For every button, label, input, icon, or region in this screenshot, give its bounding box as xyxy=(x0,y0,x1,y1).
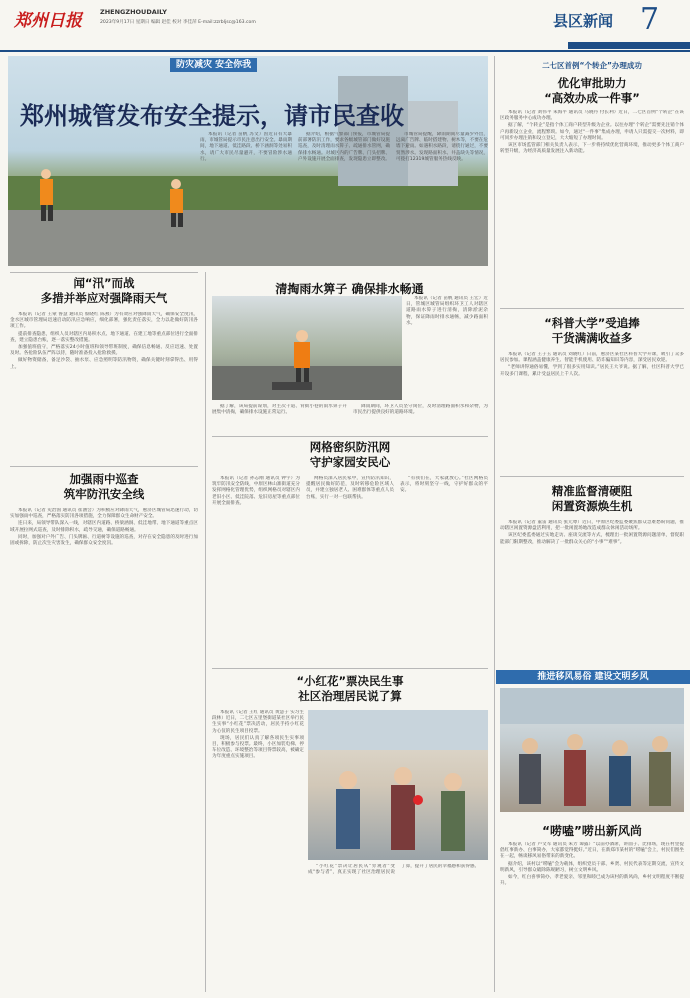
article-headline: 网格密织防汛网 守护家园安民心 xyxy=(309,440,391,469)
paragraph: 据介绍，根据气象部门预报，市城管局提前部署防汛工作，要求各级城管部门做好设施巡查，及时清理雨水箅子、疏通排水管网，确保排水畅通。对城区内的广告牌、门头招牌、户外设施开展全面排查，发现隐患立即整改。 xyxy=(298,132,390,162)
column-divider xyxy=(494,56,495,992)
divider xyxy=(212,668,488,669)
header-rule xyxy=(0,50,690,52)
paragraph: “有我们在，大家就放心。”社区网格员表示，将时刻坚守一线，守护好群众的平安。 xyxy=(400,476,488,494)
section-subtitle: 二七区首例“个转企”办理成功 xyxy=(542,61,642,70)
article-photo xyxy=(308,710,488,860)
villager-figure xyxy=(649,736,671,806)
paragraph: 同时，加强对户外广告、门头牌匾、行道树等设施的巡查，对存在安全隐患的及时进行加固或拆除，防止次生灾害发生，确保群众安全度汛。 xyxy=(10,534,198,547)
paragraph: 现场，居民们认真了解各项民生实事项目，积极参与投票。最终，小区加装电梯、停车位改造、环境整治等项目得票较高，被确定为年度重点实施项目。 xyxy=(212,735,304,760)
article-headline: “小红花”票决民生事 社区治理居民说了算 xyxy=(296,674,404,703)
topic-tag: 防灾减灾 安全你我 xyxy=(170,58,257,72)
masthead xyxy=(0,0,690,50)
paragraph: 网格员深入居民家中，宣传防汛知识，提醒居民做好防范，及时转移危险区域人员，并建立独居老人、困难群体等重点人员台账，实行一对一包联帮扶。 xyxy=(306,476,394,500)
divider xyxy=(500,308,684,309)
paragraph: 本报讯（记者 史治国 通讯员 崔涵会）为积极应对降雨天气，惠济区城管局迅速行动，切实加强雨中巡查，严格落实防汛各项措施，全力保障群众生命财产安全。 xyxy=(10,508,198,520)
villager-figure xyxy=(519,738,541,804)
topic-banner: 推进移风易俗 建设文明乡风 xyxy=(496,670,690,684)
paragraph: 该区纪委监委通过实地走访、座谈交流等方式，梳理出一批闲置资源问题清单，督促职能部门限期整改，推动解决了一批群众关心的“小事”“难事”。 xyxy=(500,533,684,545)
villager-figure xyxy=(564,734,586,806)
paragraph: 本报讯（记者 王红 通讯员 黄慧子 实习生 段林）近日，二七区五里堡街道某社区举行民生实事“小红花”票决活动，居民手持小红花为心仪的民生项目投票。 xyxy=(212,710,304,734)
article-body xyxy=(212,476,488,656)
lead-headline: 郑州城管发布安全提示，请市民查收 xyxy=(20,102,404,130)
drain-grate xyxy=(272,382,312,390)
dateline: 2023年9月17日 星期日 编辑 赵佳 校对 李佳萍 E-mail:zzrbljsc@163.com xyxy=(100,20,256,25)
paragraph: 本报讯（记者 王蒙 鲁慧 通讯员 蔡晓红 陈燕）为有效应对强降雨天气，确保安全度汛，金水区城市管理局迅速启动防汛应急响应，细化部署，强化责任落实，全力以赴做好防汛各项工作。 xyxy=(10,312,198,330)
paragraph: 连日来，局领导带队深入一线，对辖区内道路、桥梁涵洞、低洼地带、地下通道等重点区域开展拉网式巡查，及时排除积水，疏导交通，确保道路畅通。 xyxy=(10,521,198,533)
paragraph: “老师讲得通俗易懂，学到了很多实用知识。”居民王大爷说。据了解，社区科普大学已开设多门课程，累计受益居民上千人次。 xyxy=(500,365,684,377)
article-headline: 精准监督清硬阻 闲置资源焕生机 xyxy=(551,484,633,513)
resident-figure xyxy=(441,773,465,851)
banner-board xyxy=(308,710,488,750)
section-title: 县区新闻 xyxy=(553,12,614,30)
paragraph: 本报讯（记者 苗帆 通讯员 王宏）近日，管城区城管局组织环卫工人对辖区道路雨水箅子进行清掏，清除淤泥杂物，保证降雨时排水通畅，减少路面积水。 xyxy=(406,296,488,326)
resident-figure xyxy=(391,767,415,850)
paragraph: 如今，红白喜事简办、孝老爱亲、邻里和睦已成为该村的新风尚，乡村文明程度不断提升。 xyxy=(500,875,684,887)
paragraph: 降雨期间，环卫人员坚守岗位，及时清理路面积水和杂物，为市民出行提供良好的道路环境。 xyxy=(353,404,488,416)
article-body xyxy=(212,404,488,432)
divider xyxy=(10,272,198,273)
divider xyxy=(212,436,488,437)
article-body xyxy=(308,864,488,992)
paragraph: 据介绍，该村以“唠嗑”会为载体，组织党员干部、乡贤、村民代表等定期交流，宣传文明新风，引导群众破除陈规陋习，树立文明乡风。 xyxy=(500,861,684,873)
paragraph: 本报讯（记者 董雷 通讯员 张元尊）近日，中原区纪委监委聚焦群众急难愁盼问题，推动辖区闲置资源盘活利用，把一批闲置场地改造成群众休闲活动场所。 xyxy=(500,520,684,532)
paragraph: 该区市场监管部门相关负责人表示，下一步将持续优化营商环境，推动更多个体工商户转型升级，为经济高质量发展注入新动能。 xyxy=(500,143,684,155)
paragraph: 提前排查隐患，组织人员对辖区内易积水点、地下通道、在建工地等重点部位进行全面排查，建立隐患台账，逐一落实整改措施。 xyxy=(10,331,198,343)
paragraph: 本报讯（记者 苗帆 苏文）因近日有大暴雨，市城管局提示市民注意出行安全。暴雨期间，地下通道、低洼路段、桥下涵洞等处易积水，请广大市民尽量避开，不要冒险涉水通行。 xyxy=(200,132,292,162)
column-divider xyxy=(205,272,206,992)
article-headline: 清掏雨水箅子 确保排水畅通 xyxy=(275,282,424,296)
paragraph: 据了解，“个转企”是指个体工商户转型升级为企业。以往办理“个转企”需要先注销个体户再新设立企业，流程繁琐。如今，通过“一件事”集成办理，申请人只需提交一次材料，即可同步办理注销和设立登记，大大缩短了办理时间。 xyxy=(500,123,684,141)
article-body xyxy=(10,508,198,658)
paragraph: 做好物资储备，备足沙袋、抽水泵、应急照明等防汛物资，确保关键时刻拿得出、用得上。 xyxy=(10,358,198,370)
article-body xyxy=(10,312,198,462)
paragraph: 本报讯（记者 卢文军 通讯员 朱芳 谭露）“以前办酒席，讲面子、比排场，现在村里提倡红事新办、白事简办，大家都觉得挺好。”近日，在新郑市某村的“唠嗑”会上，村民们围坐在一起，畅谈移风易俗带来的新变化。 xyxy=(500,842,684,860)
photo-scene xyxy=(500,688,684,812)
paragraph: 本报讯（记者 孙志刚 通讯员 钟宇）为筑牢防汛安全防线，中原区林山寨街道充分发挥网格化管理优势，组织网格员对辖区内老旧小区、低洼院落、危旧房屋等重点部位开展全面排查。 xyxy=(212,476,300,506)
photo-scene xyxy=(212,296,402,400)
article-body xyxy=(500,842,684,992)
red-flower xyxy=(413,795,423,805)
article-photo xyxy=(212,296,402,400)
photo-scene xyxy=(308,710,488,860)
paragraph: “小红花”票决让居民从“旁观者”变成“参与者”，真正实现了社区治理居民说了算，提升了居民的幸福感和获得感。 xyxy=(308,864,480,876)
article-headline: 闻“汛”而战 多措并举应对强降雨天气 xyxy=(40,276,168,305)
article-headline: “唠嗑”唠出新风尚 xyxy=(542,824,642,838)
header-bar xyxy=(568,42,690,49)
article-headline: 加强雨中巡查 筑牢防汛安全线 xyxy=(63,472,145,501)
article-headline: “科普大学”受追捧 干货满满收益多 xyxy=(544,316,640,345)
resident-figure xyxy=(336,771,360,849)
edition-name: ZHENGZHOUDAILY xyxy=(100,8,168,16)
paragraph: 本报讯（记者 刘伟平 朱海平 通讯员 马晓丹 付长利）近日，二七区首例“个转企”在该区政务服务中心成功办理。 xyxy=(500,110,684,122)
villager-figure xyxy=(609,740,631,806)
lead-body xyxy=(200,132,488,262)
divider xyxy=(500,476,684,477)
paragraph: 据了解，该局提前谋划，对主次干道、背街小巷的雨水箅子开展集中清掏，确保排水设施正常运行。 xyxy=(212,404,347,416)
newspaper-logo: 郑州日报 xyxy=(14,11,82,31)
article-headline: 优化审批助力 “高效办成一件事” xyxy=(544,76,640,105)
paragraph: 加强值班值守，严格落实24小时值班和领导带班制度，确保信息畅通、反应迅速、处置及时。各抢险队伍严阵以待，随时准备投入抢险救援。 xyxy=(10,345,198,357)
divider xyxy=(10,466,198,467)
background-wall xyxy=(500,688,684,724)
article-body xyxy=(212,710,304,992)
article-photo xyxy=(500,688,684,812)
paragraph: 市城管局提醒，降雨期间尽量减少外出，远离广告牌、临时搭建物、树木等，不要在危墙下避雨。如遇积水路段，请绕行通过，不要贸然涉水。发现路面积水、井盖缺失等情况，可拨打12319城管服务热线反映。 xyxy=(396,132,488,162)
article-body xyxy=(500,352,684,472)
photo-caption xyxy=(406,296,488,400)
page-number: 7 xyxy=(640,2,660,37)
article-body xyxy=(500,110,684,306)
paragraph: 本报讯（记者 王子玉 通讯员 刘晓红）日前，惠济区某社区科普大学开课，吸引了众多居民参加。课程涵盖健康养生、智能手机使用、防诈骗知识等内容，深受居民欢迎。 xyxy=(500,352,684,364)
article-body xyxy=(500,520,684,670)
